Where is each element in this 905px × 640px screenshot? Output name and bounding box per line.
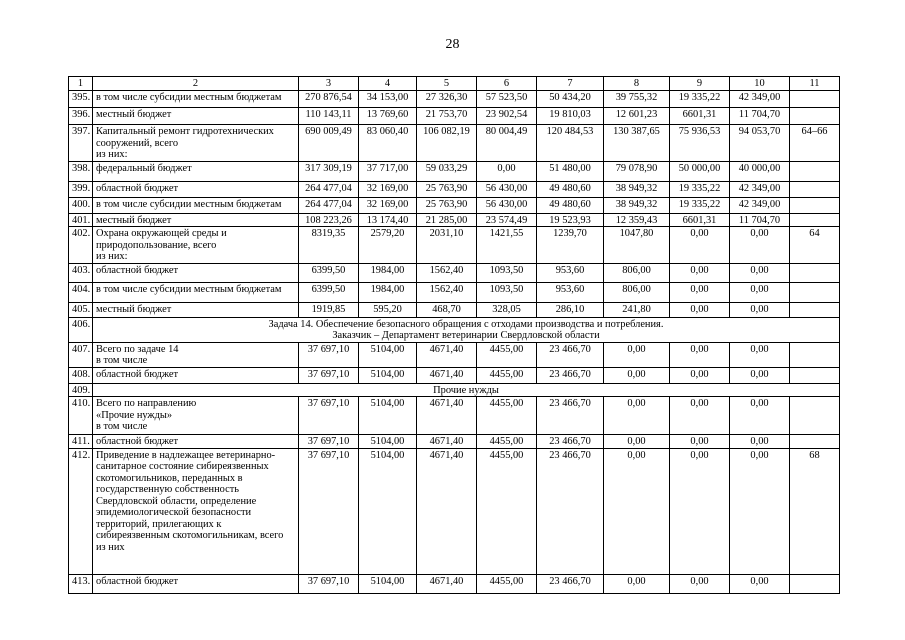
- row-value: 0,00: [670, 227, 730, 264]
- row-value: 12 601,23: [604, 108, 670, 125]
- row-value: 0,00: [604, 574, 670, 593]
- section-row: [69, 317, 840, 342]
- row-value: 106 082,19: [417, 125, 477, 162]
- row-value: 57 523,50: [477, 91, 537, 108]
- row-index: 406.: [69, 317, 93, 342]
- row-value: 19 335,22: [670, 91, 730, 108]
- row-value: 468,70: [417, 302, 477, 317]
- row-value: 1562,40: [417, 263, 477, 282]
- row-value: 953,60: [537, 263, 604, 282]
- row-value: 0,00: [670, 574, 730, 593]
- row-value: 6601,31: [670, 213, 730, 227]
- row-description: Всего по задаче 14 в том числе: [93, 342, 299, 367]
- row-value: 0,00: [730, 435, 790, 449]
- table-row: [69, 108, 840, 125]
- row-value: 42 349,00: [730, 197, 790, 213]
- row-value: [790, 197, 840, 213]
- section-title: Задача 14. Обеспечение безопасного обращения с отходами производства и потребления. Заказчик – Департамент ветеринарии Свердловской области: [93, 317, 840, 342]
- row-value: 4455,00: [477, 574, 537, 593]
- row-value: 0,00: [670, 302, 730, 317]
- row-value: 1421,55: [477, 227, 537, 264]
- row-value: 806,00: [604, 263, 670, 282]
- row-description: Приведение в надлежащее ветеринарно-санитарное состояние сибиреязвенных скотомогильников, переданных в государственную собственность Свердловской области, определение эпидемиологической безопасности территорий, прилегающих к сибиреязвенным скотомогильникам, всего из них: [93, 448, 299, 574]
- row-value: 4455,00: [477, 367, 537, 383]
- row-value: 0,00: [670, 435, 730, 449]
- row-value: 5104,00: [359, 397, 417, 435]
- row-index: 412.: [69, 448, 93, 574]
- table-row: [69, 448, 840, 574]
- column-number: 2: [93, 77, 299, 91]
- page-number: 28: [445, 37, 460, 52]
- row-index: 405.: [69, 302, 93, 317]
- row-value: 317 309,19: [299, 161, 359, 181]
- row-value: 94 053,70: [730, 125, 790, 162]
- column-number: 8: [604, 77, 670, 91]
- row-value: 0,00: [604, 397, 670, 435]
- row-value: 241,80: [604, 302, 670, 317]
- row-index: 411.: [69, 435, 93, 449]
- table-row: [69, 263, 840, 282]
- row-value: 4671,40: [417, 397, 477, 435]
- row-description: местный бюджет: [93, 213, 299, 227]
- row-value: 80 004,49: [477, 125, 537, 162]
- row-value: [790, 435, 840, 449]
- row-value: 23 466,70: [537, 435, 604, 449]
- row-value: 49 480,60: [537, 197, 604, 213]
- column-number: 9: [670, 77, 730, 91]
- row-value: [790, 181, 840, 197]
- row-value: [790, 574, 840, 593]
- row-value: 6399,50: [299, 282, 359, 302]
- row-value: 42 349,00: [730, 181, 790, 197]
- row-value: 108 223,26: [299, 213, 359, 227]
- row-description: в том числе субсидии местным бюджетам: [93, 91, 299, 108]
- row-value: 38 949,32: [604, 181, 670, 197]
- row-value: 5104,00: [359, 448, 417, 574]
- row-value: 37 697,10: [299, 342, 359, 367]
- row-value: 19 335,22: [670, 197, 730, 213]
- row-value: [790, 367, 840, 383]
- row-value: 110 143,11: [299, 108, 359, 125]
- section-row: [69, 383, 840, 397]
- column-number-row: [69, 77, 840, 91]
- row-value: 37 697,10: [299, 448, 359, 574]
- row-value: 264 477,04: [299, 181, 359, 197]
- row-value: 8319,35: [299, 227, 359, 264]
- row-value: 1047,80: [604, 227, 670, 264]
- row-value: 0,00: [730, 397, 790, 435]
- row-value: 130 387,65: [604, 125, 670, 162]
- row-value: 0,00: [604, 435, 670, 449]
- row-index: 397.: [69, 125, 93, 162]
- row-value: 37 697,10: [299, 574, 359, 593]
- row-value: [790, 282, 840, 302]
- row-value: 6601,31: [670, 108, 730, 125]
- row-value: 0,00: [730, 227, 790, 264]
- row-value: 4455,00: [477, 448, 537, 574]
- row-value: 0,00: [730, 342, 790, 367]
- column-number: 3: [299, 77, 359, 91]
- row-value: 0,00: [730, 263, 790, 282]
- row-value: 0,00: [730, 448, 790, 574]
- row-description: Охрана окружающей среды и природопользование, всего из них:: [93, 227, 299, 264]
- row-index: 396.: [69, 108, 93, 125]
- row-description: областной бюджет: [93, 435, 299, 449]
- column-number: 6: [477, 77, 537, 91]
- row-value: 12 359,43: [604, 213, 670, 227]
- row-value: [790, 342, 840, 367]
- row-description: областной бюджет: [93, 263, 299, 282]
- row-value: 75 936,53: [670, 125, 730, 162]
- row-value: 59 033,29: [417, 161, 477, 181]
- row-value: 50 434,20: [537, 91, 604, 108]
- row-value: [790, 397, 840, 435]
- row-index: 403.: [69, 263, 93, 282]
- table-row: [69, 227, 840, 264]
- row-description: Всего по направлению «Прочие нужды» в том числе: [93, 397, 299, 435]
- row-value: 270 876,54: [299, 91, 359, 108]
- row-value: 38 949,32: [604, 197, 670, 213]
- row-index: 408.: [69, 367, 93, 383]
- table-row: [69, 181, 840, 197]
- row-value: 56 430,00: [477, 181, 537, 197]
- row-index: 401.: [69, 213, 93, 227]
- row-value: 2579,20: [359, 227, 417, 264]
- row-value: 286,10: [537, 302, 604, 317]
- row-value: 23 466,70: [537, 574, 604, 593]
- row-value: 953,60: [537, 282, 604, 302]
- column-number: 4: [359, 77, 417, 91]
- row-value: 39 755,32: [604, 91, 670, 108]
- budget-table: [68, 76, 840, 594]
- row-value: 4671,40: [417, 448, 477, 574]
- row-value: 50 000,00: [670, 161, 730, 181]
- row-value: 4671,40: [417, 342, 477, 367]
- row-value: 0,00: [670, 397, 730, 435]
- row-value: 64–66: [790, 125, 840, 162]
- row-value: 0,00: [730, 302, 790, 317]
- row-value: 79 078,90: [604, 161, 670, 181]
- row-value: 4455,00: [477, 342, 537, 367]
- column-number: 1: [69, 77, 93, 91]
- row-value: 32 169,00: [359, 197, 417, 213]
- row-value: 23 574,49: [477, 213, 537, 227]
- row-value: 5104,00: [359, 342, 417, 367]
- row-value: 4671,40: [417, 367, 477, 383]
- row-value: 0,00: [670, 448, 730, 574]
- row-value: 5104,00: [359, 574, 417, 593]
- row-index: 404.: [69, 282, 93, 302]
- table-body: [69, 91, 840, 594]
- row-value: [790, 213, 840, 227]
- row-value: 1239,70: [537, 227, 604, 264]
- row-value: 0,00: [670, 342, 730, 367]
- row-index: 413.: [69, 574, 93, 593]
- row-value: 23 466,70: [537, 448, 604, 574]
- row-value: 37 697,10: [299, 435, 359, 449]
- column-number: 11: [790, 77, 840, 91]
- row-value: 6399,50: [299, 263, 359, 282]
- row-description: в том числе субсидии местным бюджетам: [93, 282, 299, 302]
- row-description: федеральный бюджет: [93, 161, 299, 181]
- row-value: 34 153,00: [359, 91, 417, 108]
- table-row: [69, 435, 840, 449]
- row-value: 37 697,10: [299, 397, 359, 435]
- row-value: [790, 91, 840, 108]
- row-index: 402.: [69, 227, 93, 264]
- row-value: 0,00: [730, 574, 790, 593]
- table-row: [69, 342, 840, 367]
- row-value: 51 480,00: [537, 161, 604, 181]
- row-description: областной бюджет: [93, 181, 299, 197]
- row-description: областной бюджет: [93, 574, 299, 593]
- row-value: 0,00: [730, 367, 790, 383]
- row-value: 690 009,49: [299, 125, 359, 162]
- row-value: 2031,10: [417, 227, 477, 264]
- row-value: 13 174,40: [359, 213, 417, 227]
- row-description: местный бюджет: [93, 302, 299, 317]
- row-value: 1093,50: [477, 282, 537, 302]
- row-value: 32 169,00: [359, 181, 417, 197]
- row-description: Капитальный ремонт гидротехнических сооружений, всего из них:: [93, 125, 299, 162]
- table-row: [69, 125, 840, 162]
- table-row: [69, 282, 840, 302]
- row-value: 21 753,70: [417, 108, 477, 125]
- row-value: [790, 161, 840, 181]
- row-value: 0,00: [730, 282, 790, 302]
- row-description: областной бюджет: [93, 367, 299, 383]
- table-row: [69, 197, 840, 213]
- table-row: [69, 367, 840, 383]
- row-value: 0,00: [604, 448, 670, 574]
- row-value: 23 466,70: [537, 342, 604, 367]
- row-description: местный бюджет: [93, 108, 299, 125]
- row-index: 407.: [69, 342, 93, 367]
- column-number: 7: [537, 77, 604, 91]
- row-value: 120 484,53: [537, 125, 604, 162]
- row-value: 0,00: [604, 342, 670, 367]
- row-index: 398.: [69, 161, 93, 181]
- row-value: 1919,85: [299, 302, 359, 317]
- section-title: Прочие нужды: [93, 383, 840, 397]
- row-value: 5104,00: [359, 367, 417, 383]
- table-row: [69, 574, 840, 593]
- row-value: 23 902,54: [477, 108, 537, 125]
- row-value: 5104,00: [359, 435, 417, 449]
- row-value: 595,20: [359, 302, 417, 317]
- row-value: 264 477,04: [299, 197, 359, 213]
- row-value: 0,00: [477, 161, 537, 181]
- row-index: 400.: [69, 197, 93, 213]
- row-value: 37 717,00: [359, 161, 417, 181]
- row-value: 21 285,00: [417, 213, 477, 227]
- row-value: 1562,40: [417, 282, 477, 302]
- row-value: 23 466,70: [537, 367, 604, 383]
- column-number: 10: [730, 77, 790, 91]
- row-value: 19 523,93: [537, 213, 604, 227]
- row-value: 0,00: [670, 282, 730, 302]
- row-index: 399.: [69, 181, 93, 197]
- row-value: 42 349,00: [730, 91, 790, 108]
- row-value: 806,00: [604, 282, 670, 302]
- row-value: 4671,40: [417, 435, 477, 449]
- row-value: 25 763,90: [417, 181, 477, 197]
- row-value: 0,00: [670, 263, 730, 282]
- row-value: [790, 263, 840, 282]
- row-value: 19 335,22: [670, 181, 730, 197]
- row-value: 49 480,60: [537, 181, 604, 197]
- row-index: 409.: [69, 383, 93, 397]
- column-number: 5: [417, 77, 477, 91]
- row-value: 37 697,10: [299, 367, 359, 383]
- row-value: 25 763,90: [417, 197, 477, 213]
- table-row: [69, 213, 840, 227]
- row-value: 13 769,60: [359, 108, 417, 125]
- row-value: 64: [790, 227, 840, 264]
- row-value: 83 060,40: [359, 125, 417, 162]
- table-row: [69, 397, 840, 435]
- row-index: 395.: [69, 91, 93, 108]
- row-value: 11 704,70: [730, 108, 790, 125]
- row-value: 0,00: [670, 367, 730, 383]
- row-value: 11 704,70: [730, 213, 790, 227]
- row-value: 328,05: [477, 302, 537, 317]
- row-value: [790, 302, 840, 317]
- table-row: [69, 161, 840, 181]
- row-value: 40 000,00: [730, 161, 790, 181]
- row-value: 4671,40: [417, 574, 477, 593]
- row-value: 1093,50: [477, 263, 537, 282]
- row-value: 1984,00: [359, 282, 417, 302]
- row-value: 68: [790, 448, 840, 574]
- row-value: 0,00: [604, 367, 670, 383]
- row-index: 410.: [69, 397, 93, 435]
- table-row: [69, 91, 840, 108]
- row-value: 56 430,00: [477, 197, 537, 213]
- row-value: 4455,00: [477, 397, 537, 435]
- row-value: 1984,00: [359, 263, 417, 282]
- row-value: 27 326,30: [417, 91, 477, 108]
- row-value: 19 810,03: [537, 108, 604, 125]
- table-row: [69, 302, 840, 317]
- row-value: [790, 108, 840, 125]
- row-description: в том числе субсидии местным бюджетам: [93, 197, 299, 213]
- row-value: 23 466,70: [537, 397, 604, 435]
- row-value: 4455,00: [477, 435, 537, 449]
